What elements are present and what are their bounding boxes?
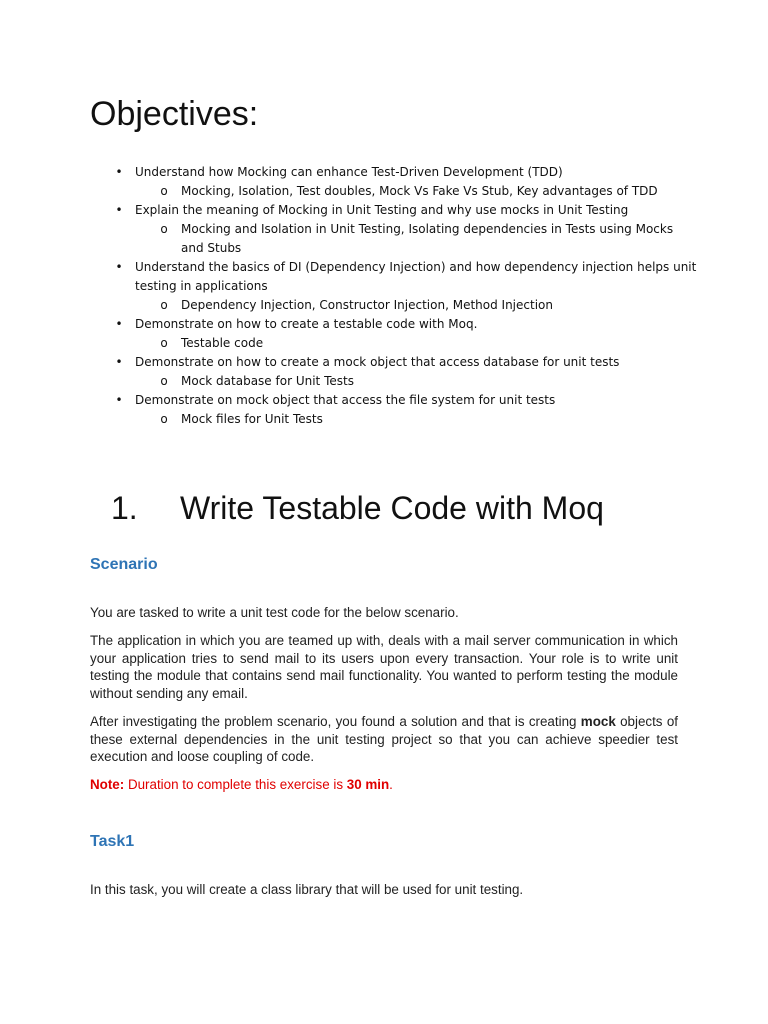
circle-bullet-icon: o: [160, 412, 168, 426]
note-end: .: [389, 777, 393, 792]
sub-list-item: [0, 220, 768, 258]
circle-bullet-icon: o: [160, 374, 168, 388]
scenario-intro: You are tasked to write a unit test code for the below scenario.: [90, 605, 459, 620]
mock-keyword: mock: [580, 714, 616, 729]
bullet-icon: •: [115, 203, 123, 217]
note-text: Duration to complete this exercise is: [124, 777, 347, 792]
sub-list-item-text: Dependency Injection, Constructor Injection, Method Injection: [181, 298, 553, 312]
scenario-description: The application in which you are teamed up with, deals with a mail server communication in which your application tries to send mail to its users upon every transaction. Your role is to write unit testing the module that contains send mail functionality. You wanted to perform testing the module without sending any email.: [90, 633, 678, 701]
list-item: [0, 201, 768, 220]
bullet-icon: •: [115, 393, 123, 407]
bullet-icon: •: [115, 355, 123, 369]
bullet-icon: •: [115, 260, 123, 274]
bullet-icon: •: [115, 165, 123, 179]
scenario-heading: Scenario: [90, 556, 158, 573]
task1-heading: Task1: [90, 833, 135, 850]
list-item-text: Explain the meaning of Mocking in Unit Testing and why use mocks in Unit Testing: [135, 203, 629, 217]
sub-list-item: [0, 410, 768, 429]
section-heading: [111, 487, 604, 529]
circle-bullet-icon: o: [160, 336, 168, 350]
task1-description: In this task, you will create a class library that will be used for unit testing.: [90, 882, 524, 897]
sub-list-item-text: Mock database for Unit Tests: [181, 374, 354, 388]
note-label: Note:: [90, 777, 125, 792]
sub-list-item-text: Testable code: [181, 336, 264, 350]
list-item-text: Understand how Mocking can enhance Test-Driven Development (TDD): [135, 165, 563, 179]
list-item-text: Demonstrate on how to create a mock object that access database for unit tests: [135, 355, 620, 369]
list-item: [0, 163, 768, 182]
sub-list-item-text: Mock files for Unit Tests: [181, 412, 323, 426]
sub-list-item: [0, 334, 768, 353]
bullet-icon: •: [115, 317, 123, 331]
solution-text-start: After investigating the problem scenario, you found a solution and that is creating: [90, 714, 581, 729]
solution-text-end: objects of these external dependencies in the unit testing project so that you can achieve speedier test execution and loose coupling of code.: [90, 714, 678, 764]
objectives-list: [0, 163, 768, 429]
sub-list-item: [0, 182, 768, 201]
list-item: [0, 315, 768, 334]
objectives-heading: Objectives:: [90, 95, 259, 133]
list-item-text: Demonstrate on mock object that access the file system for unit tests: [135, 393, 556, 407]
note-duration: 30 min: [346, 777, 390, 792]
sub-list-item-text: Mocking and Isolation in Unit Testing, Isolating dependencies in Tests using Mocks and Stubs: [181, 222, 674, 255]
section-title: Write Testable Code with Moq: [180, 490, 604, 526]
list-item: [0, 258, 768, 296]
list-item-text: Demonstrate on how to create a testable code with Moq.: [135, 317, 478, 331]
sub-list-item-text: Mocking, Isolation, Test doubles, Mock Vs Fake Vs Stub, Key advantages of TDD: [181, 184, 658, 198]
circle-bullet-icon: o: [160, 298, 168, 312]
list-item: [0, 353, 768, 372]
circle-bullet-icon: o: [160, 184, 168, 198]
scenario-solution: [90, 713, 678, 766]
list-item-text: Understand the basics of DI (Dependency Injection) and how dependency injection helps unit testing in applications: [135, 260, 697, 293]
sub-list-item: [0, 296, 768, 315]
circle-bullet-icon: o: [160, 222, 168, 236]
section-number: 1.: [111, 490, 138, 526]
sub-list-item: [0, 372, 768, 391]
duration-note: [90, 776, 678, 794]
list-item: [0, 391, 768, 410]
